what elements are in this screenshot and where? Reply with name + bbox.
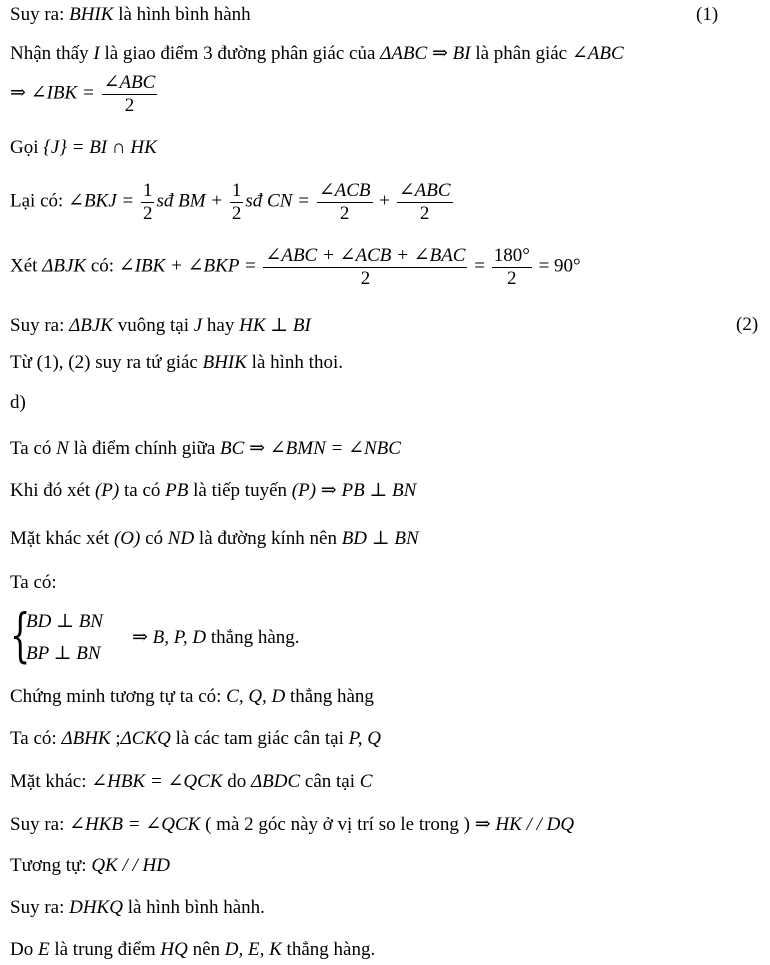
text: là trung điểm [49,939,161,960]
line-5 [10,180,455,225]
text: Lại có: [10,190,69,212]
text: Ta có: [10,572,57,593]
text: có [140,528,168,549]
text: Suy ra: [10,315,70,336]
math: D, E, K [224,939,282,960]
system-row-2: BP ⊥ BN [26,643,101,664]
math: QK / / HD [91,855,170,876]
text: là đường kính nên [194,528,342,549]
math: P, Q [348,728,381,749]
math: (O) [113,528,141,549]
brace: { [10,601,31,669]
fraction [397,180,453,225]
line-17 [10,813,574,836]
text: Suy ra: [10,897,70,918]
math: sđ BM + [156,190,228,212]
line-6 [10,245,581,290]
text: Từ (1), (2) suy ra tứ giác [10,352,203,373]
math: = [469,255,490,277]
numerator: ∠ACB [318,180,371,201]
math: ∠ABC [571,43,624,64]
fraction [317,180,373,225]
math: ΔBHK [61,728,111,749]
math: ΔCKQ [120,728,171,749]
numerator: 1 [142,180,153,201]
text: vuông tại [112,315,194,336]
line-14 [10,686,374,708]
math: BC [220,438,245,459]
math: ∠HBK = ∠QCK [91,771,223,792]
text: là giao điểm 3 đường phân giác của [99,43,381,64]
fraction [141,180,155,225]
text: thẳng hàng. [206,627,300,648]
line-8 [10,352,343,374]
line-19 [10,897,265,919]
math: ∠IBK + ∠BKP = [118,255,262,277]
math: ND [167,528,195,549]
math: ⇒ ∠IBK = [10,82,100,104]
fraction [230,180,244,225]
text: Nhận thấy [10,43,94,64]
text: là các tam giác cân tại [170,728,349,749]
line-15 [10,728,381,750]
text: Mặt khác: [10,771,92,792]
math: HK ⊥ BI [239,315,311,336]
denominator: 2 [124,94,135,116]
numerator: ∠ABC + ∠ACB + ∠BAC [265,245,466,266]
numerator: 180° [493,245,530,266]
fraction [492,245,532,290]
text: là hình bình hành [113,4,251,25]
denominator: 2 [142,202,153,224]
fraction [102,72,158,117]
math: N [56,438,69,459]
math: E [37,939,50,960]
text: ta có [119,480,166,501]
math: ΔABC ⇒ BI [380,43,471,64]
math: ∠BKJ = [68,190,139,212]
text: cân tại [300,771,360,792]
number: (2) [736,314,759,335]
line-20 [10,939,375,961]
math: + [374,190,395,212]
text: là tiếp tuyến [188,480,292,501]
math: C [359,771,373,792]
equation-system [10,601,410,670]
math: BD ⊥ BN [341,528,419,549]
text: Ta có: [10,728,62,749]
line-10 [10,437,401,460]
math: ⇒ HK / / DQ [474,814,575,835]
text: là hình bình hành. [122,897,265,918]
part-label [10,392,26,414]
text: Suy ra: [10,4,70,25]
line-3 [10,72,159,117]
math: (P) ⇒ PB ⊥ BN [291,480,417,501]
math: ⇒ ∠BMN = ∠NBC [244,438,401,459]
text: là phân giác [470,43,572,64]
text: Gọi [10,137,44,158]
math: PB [165,480,189,501]
text: hay [202,315,240,336]
denominator: 2 [360,267,371,289]
line-12 [10,527,419,550]
math: ⇒ B, P, D [132,627,207,648]
denominator: 2 [339,202,350,224]
math: HQ [160,939,188,960]
math: I [93,43,100,64]
text: là hình thoi. [246,352,343,373]
text: ( mà 2 góc này ở vị trí so le trong ) [200,814,475,835]
line-16 [10,770,372,793]
math: = 90° [533,255,581,277]
text: d) [10,392,26,413]
line-4 [10,137,157,159]
line-1 [10,4,251,26]
math: DHKQ [69,897,123,918]
math: BHIK [202,352,247,373]
text: Xét [10,255,43,277]
text: Do [10,939,38,960]
line-7 [10,314,311,337]
math: ∠HKB = ∠QCK [69,814,201,835]
fraction [263,245,467,290]
math: (P) [94,480,120,501]
text: ; [110,728,121,749]
math: {J} = BI ∩ HK [43,137,157,158]
math: BHIK [69,4,114,25]
system-result [132,626,300,649]
math: C, Q, D [226,686,286,707]
text: Chứng minh tương tự ta có: [10,686,227,707]
system-row-1: BD ⊥ BN [26,611,103,632]
math: sđ CN = [245,190,315,212]
numerator: ∠ABC [103,72,156,93]
line-11 [10,479,416,502]
math: ΔBDC [251,771,301,792]
text: nên [187,939,225,960]
text: Khi đó xét [10,480,95,501]
number: (1) [696,4,719,25]
text: Tương tự: [10,855,92,876]
denominator: 2 [507,267,517,289]
equation-number-1 [696,4,718,26]
text: do [222,771,251,792]
text: là điểm chính giữa [68,438,221,459]
denominator: 2 [419,202,430,224]
denominator: 2 [231,202,242,224]
math: J [193,315,203,336]
text: thẳng hàng. [281,939,376,960]
text: thẳng hàng [285,686,374,707]
line-13 [10,572,57,594]
math: ΔBJK [42,255,87,277]
text: Suy ra: [10,814,70,835]
text: Ta có [10,438,57,459]
math: ΔBJK [69,315,113,336]
text: Mặt khác xét [10,528,114,549]
line-18 [10,855,170,877]
text: có: [86,255,119,277]
numerator: ∠ABC [398,180,451,201]
equation-number-2 [736,314,758,336]
line-2 [10,42,624,65]
numerator: 1 [231,180,242,201]
